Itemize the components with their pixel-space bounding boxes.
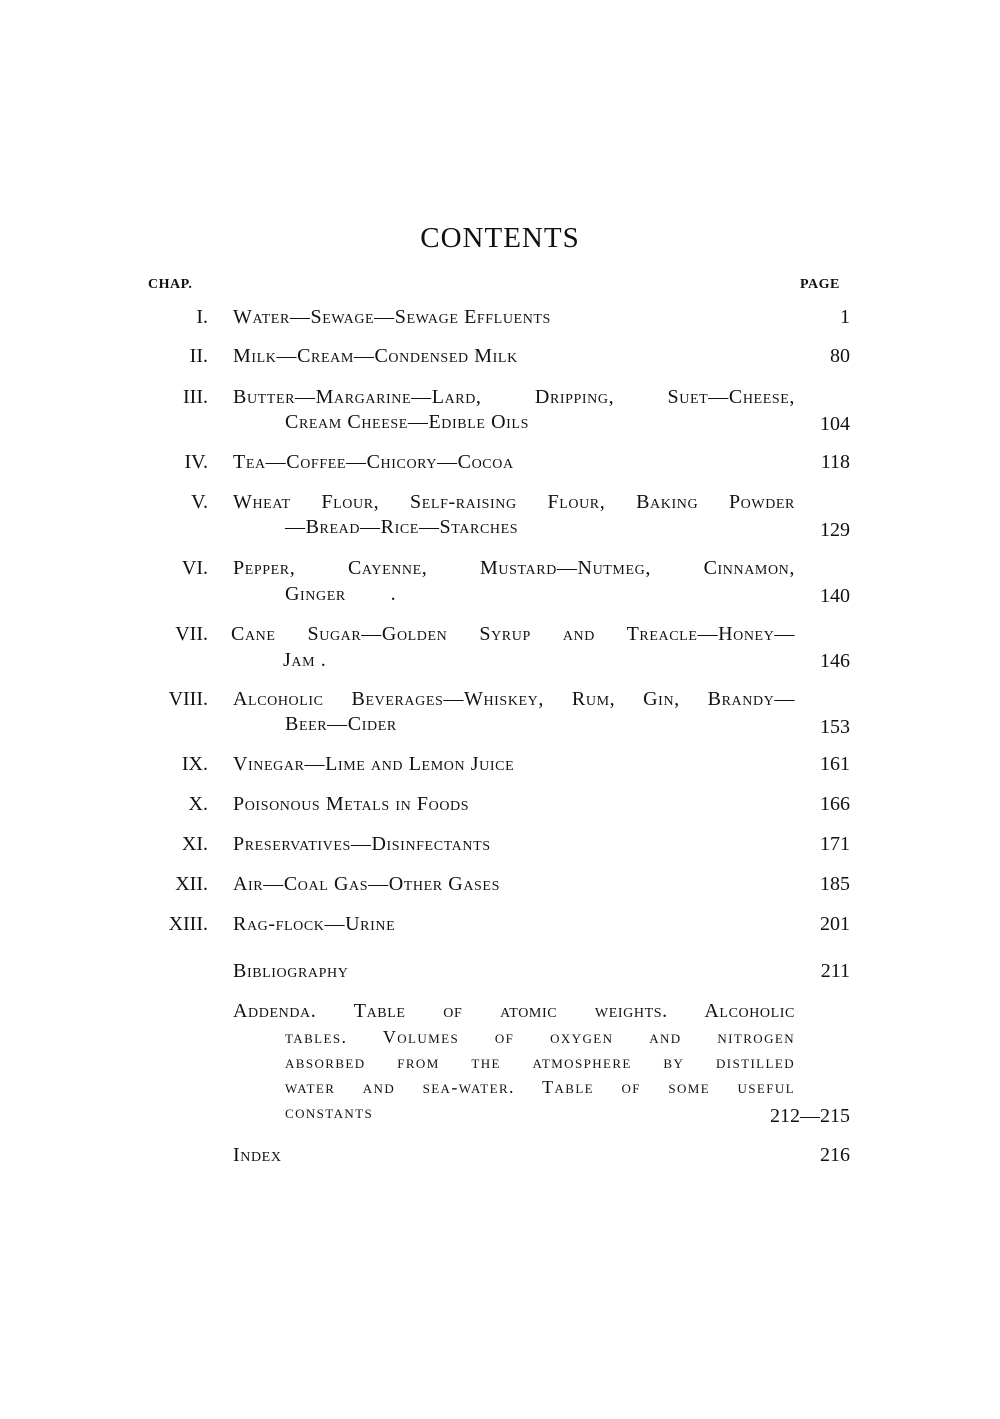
- addenda-line: water and sea-water. Table of some useful: [285, 1077, 795, 1097]
- page-column-header: PAGE: [800, 277, 840, 292]
- index-label: Index: [233, 1144, 282, 1166]
- chapter-number: V.: [191, 491, 208, 513]
- chapter-number: III.: [183, 386, 208, 408]
- chapter-number: IX.: [181, 753, 208, 775]
- page-number: 118: [820, 451, 850, 473]
- page-number: 153: [820, 716, 850, 738]
- chapter-title-line: Alcoholic Beverages—Whiskey, Rum, Gin, Brandy—: [233, 688, 795, 710]
- page-number: 1: [840, 306, 850, 328]
- chapter-number: X.: [188, 793, 208, 815]
- chapter-title-line: Poisonous Metals in Foods: [233, 793, 470, 815]
- chapter-number: XI.: [181, 833, 208, 855]
- chapter-title-line: Beer—Cider: [285, 713, 397, 735]
- chapter-title-line: Tea—Coffee—Chicory—Cocoa: [233, 451, 514, 473]
- page-number: 166: [820, 793, 850, 815]
- page-number: 146: [820, 650, 850, 672]
- addenda-line: constants: [285, 1102, 374, 1122]
- chapter-title-line: Water—Sewage—Sewage Effluents: [233, 306, 551, 328]
- chapter-number: VI.: [181, 557, 208, 579]
- page-title: CONTENTS: [420, 222, 580, 254]
- chapter-title-line: Ginger .: [285, 583, 397, 605]
- page-number: 212—215: [770, 1105, 850, 1127]
- page-number: 104: [820, 413, 850, 435]
- page-number: 80: [830, 345, 850, 367]
- page-number: 140: [820, 585, 850, 607]
- chapter-title-line: Rag-flock—Urine: [233, 913, 396, 935]
- page-number: 171: [820, 833, 850, 855]
- page-number: 185: [820, 873, 850, 895]
- chapter-title-line: Butter—Margarine—Lard, Dripping, Suet—Cheese,: [233, 386, 795, 408]
- chapter-number: XIII.: [168, 913, 208, 935]
- page-number: 201: [820, 913, 850, 935]
- chapter-title-line: Milk—Cream—Condensed Milk: [233, 345, 518, 367]
- chapter-column-header: CHAP.: [148, 277, 193, 292]
- chapter-number: I.: [196, 306, 208, 328]
- chapter-title-line: —Bread—Rice—Starches: [285, 516, 519, 538]
- chapter-title-line: Air—Coal Gas—Other Gases: [233, 873, 500, 895]
- chapter-title-line: Wheat Flour, Self-raising Flour, Baking Powder: [233, 491, 795, 513]
- page-number: 161: [820, 753, 850, 775]
- addenda-line: absorbed from the atmosphere by distilled: [285, 1052, 795, 1072]
- page-number: 211: [820, 960, 850, 982]
- chapter-number: XII.: [175, 873, 208, 895]
- addenda-line: Addenda. Table of atomic weights. Alcoholic: [233, 1000, 795, 1022]
- chapter-title-line: Cane Sugar—Golden Syrup and Treacle—Honey—: [231, 623, 795, 645]
- chapter-title-line: Cream Cheese—Edible Oils: [285, 411, 529, 433]
- chapter-number: IV.: [184, 451, 208, 473]
- page-number: 216: [820, 1144, 850, 1166]
- page-number: 129: [820, 519, 850, 541]
- chapter-title-line: Vinegar—Lime and Lemon Juice: [233, 753, 515, 775]
- bibliography-label: Bibliography: [233, 960, 349, 982]
- chapter-number: VIII.: [168, 688, 208, 710]
- chapter-title-line: Pepper, Cayenne, Mustard—Nutmeg, Cinnamon,: [233, 557, 795, 579]
- addenda-line: tables. Volumes of oxygen and nitrogen: [285, 1027, 795, 1047]
- chapter-title-line: Preservatives—Disinfectants: [233, 833, 491, 855]
- chapter-number: VII.: [175, 623, 208, 645]
- chapter-number: II.: [189, 345, 208, 367]
- chapter-title-line: Jam .: [283, 649, 327, 671]
